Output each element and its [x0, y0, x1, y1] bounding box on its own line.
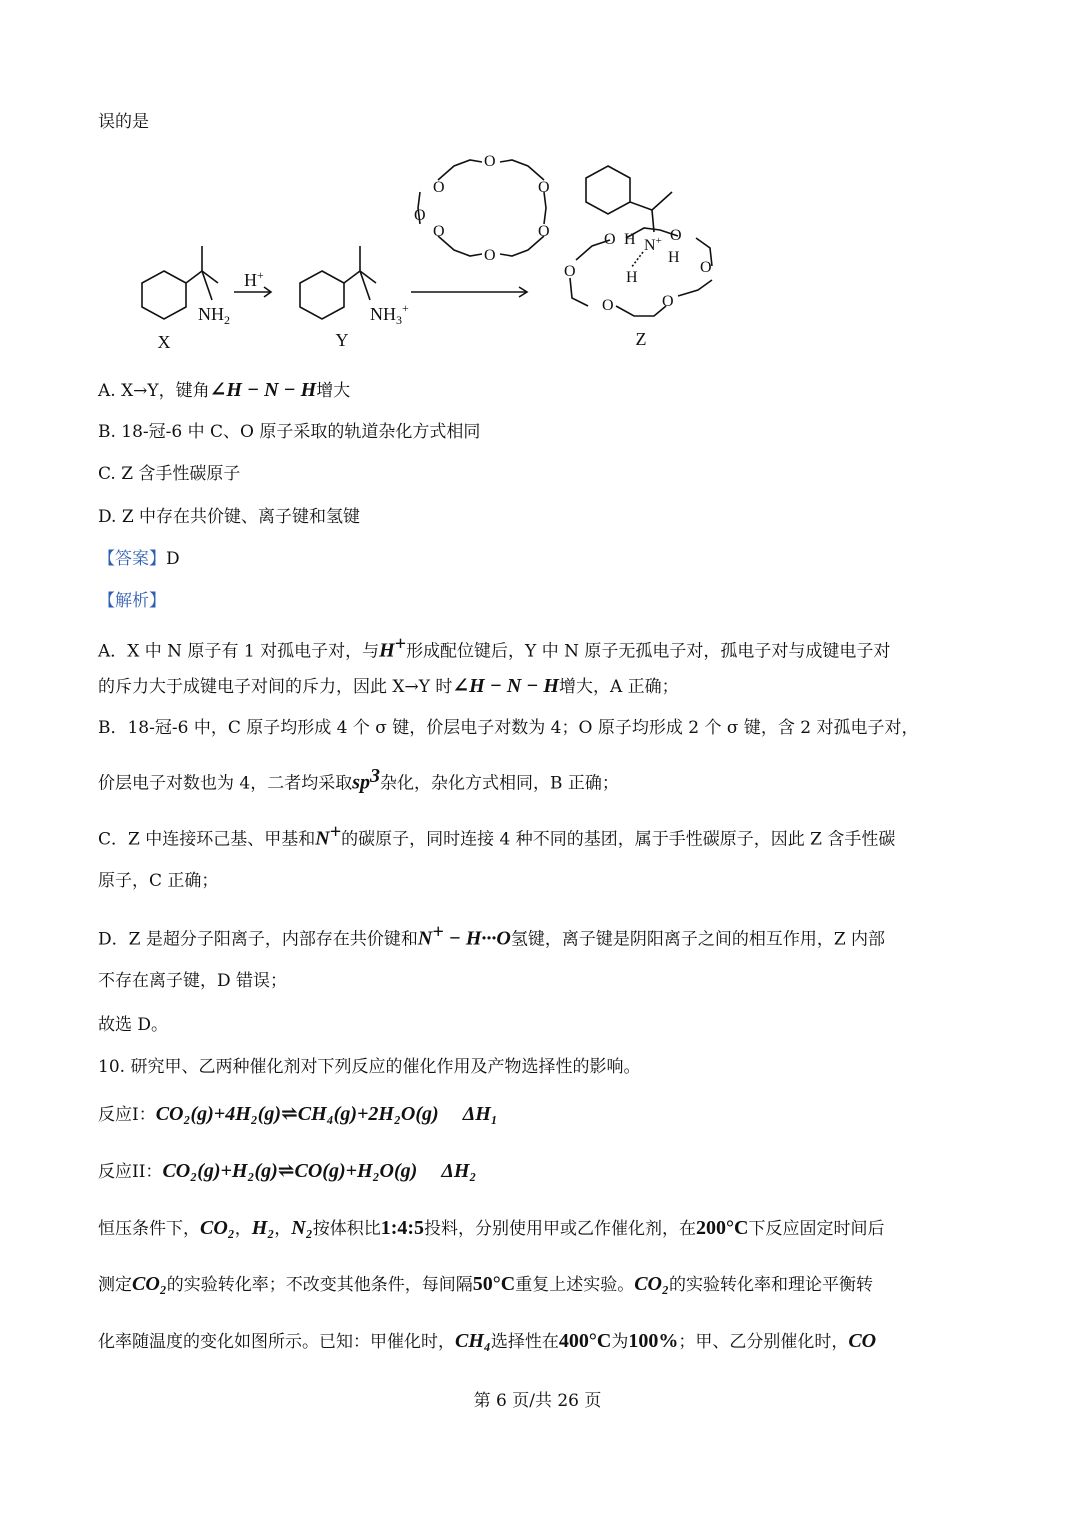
reaction-2: 反应II：CO₂(g)+H₂(g)⇌CO(g)+H₂O(g) ΔH₂	[98, 1160, 477, 1182]
option-a: A. X→Y，键角∠H − N − H增大	[98, 379, 351, 401]
ring-y	[300, 271, 344, 319]
svg-text:O: O	[602, 297, 614, 314]
q10-para-2: 测定CO₂的实验转化率；不改变其他条件，每间隔50°C重复上述实验。CO₂的实验转化率和理论平衡转	[98, 1273, 873, 1295]
analysis-b2: 价层电子对数也为 4，二者均采取$sp^3$杂化，杂化方式相同，B 正确；	[98, 765, 619, 794]
svg-text:O: O	[538, 179, 550, 196]
svg-text:O: O	[564, 263, 576, 280]
label-z: Z	[635, 329, 647, 349]
ring-x	[142, 271, 186, 319]
svg-text:O: O	[604, 231, 616, 248]
svg-text:O: O	[700, 259, 712, 276]
analysis-d1: D．Z 是超分子阳离子，内部存在共价键和N+ − H···O氢键，离子键是阴阳离子之间的相互作用，Z 内部	[98, 921, 886, 950]
page-footer: 第 6 页/共 26 页	[473, 1391, 602, 1411]
option-d: D. Z 中存在共价键、离子键和氢键	[98, 507, 361, 527]
answer: 【答案】D	[98, 549, 180, 569]
conclusion: 故选 D。	[98, 1015, 169, 1035]
label-x: X	[157, 332, 171, 352]
nh3-label: $NH_3^+$	[370, 301, 409, 327]
analysis-a2: 的斥力大于成键电子对间的斥力，因此 X→Y 时∠H − N − H增大，A 正确；	[98, 675, 679, 697]
analysis-d2: 不存在离子键，D 错误；	[98, 971, 288, 991]
svg-text:O: O	[433, 179, 445, 196]
svg-text:O: O	[484, 153, 496, 170]
reaction-diagram	[98, 140, 818, 370]
q10-para-3: 化率随温度的变化如图所示。已知：甲催化时，CH₄选择性在400°C为100%；甲、乙分别催化时，CO	[98, 1330, 877, 1352]
analysis-tag: 【解析】	[98, 591, 166, 611]
top-text: 误的是	[98, 112, 149, 132]
option-b: B. 18-冠-6 中 C、O 原子采取的轨道杂化方式相同	[98, 422, 481, 442]
svg-text:N+: N+	[644, 235, 662, 254]
svg-text:H: H	[624, 231, 636, 248]
ring-z	[586, 166, 630, 214]
q10-stem: 10. 研究甲、乙两种催化剂对下列反应的催化作用及产物选择性的影响。	[98, 1057, 641, 1077]
svg-text:H: H	[668, 249, 680, 266]
analysis-c2: 原子，C 正确；	[98, 871, 219, 891]
svg-text:O: O	[662, 293, 674, 310]
label-y: Y	[335, 330, 349, 350]
analysis-c1: C．Z 中连接环己基、甲基和N+的碳原子，同时连接 4 种不同的基团，属于手性碳原子，因此 Z 含手性碳	[98, 821, 896, 850]
reaction-1: 反应I：CO₂(g)+4H₂(g)⇌CH₄(g)+2H₂O(g) ΔH₁	[98, 1103, 498, 1125]
svg-text:O: O	[670, 227, 682, 244]
svg-text:O: O	[538, 223, 550, 240]
svg-text:O: O	[433, 223, 445, 240]
analysis-a1: A．X 中 N 原子有 1 对孤电子对，与H+形成配位键后，Y 中 N 原子无孤电子对，孤电子对与成键电子对	[98, 633, 891, 662]
svg-text:O: O	[414, 207, 426, 224]
crown-ether	[418, 160, 546, 256]
crown-z	[570, 228, 712, 316]
nh2-label: $NH_2$	[198, 304, 230, 327]
option-c: C. Z 含手性碳原子	[98, 464, 241, 484]
svg-text:H: H	[626, 269, 638, 286]
q10-para-1: 恒压条件下，CO₂，H₂，N₂按体积比1:4:5投料，分别使用甲或乙作催化剂，在200°C下反应固定时间后	[98, 1217, 885, 1239]
analysis-b1: B．18-冠-6 中，C 原子均形成 4 个 σ 键，价层电子对数为 4；O 原子均形成 2 个 σ 键，含 2 对孤电子对，	[98, 718, 919, 738]
hplus-label: H+	[244, 268, 264, 290]
svg-text:O: O	[484, 247, 496, 264]
